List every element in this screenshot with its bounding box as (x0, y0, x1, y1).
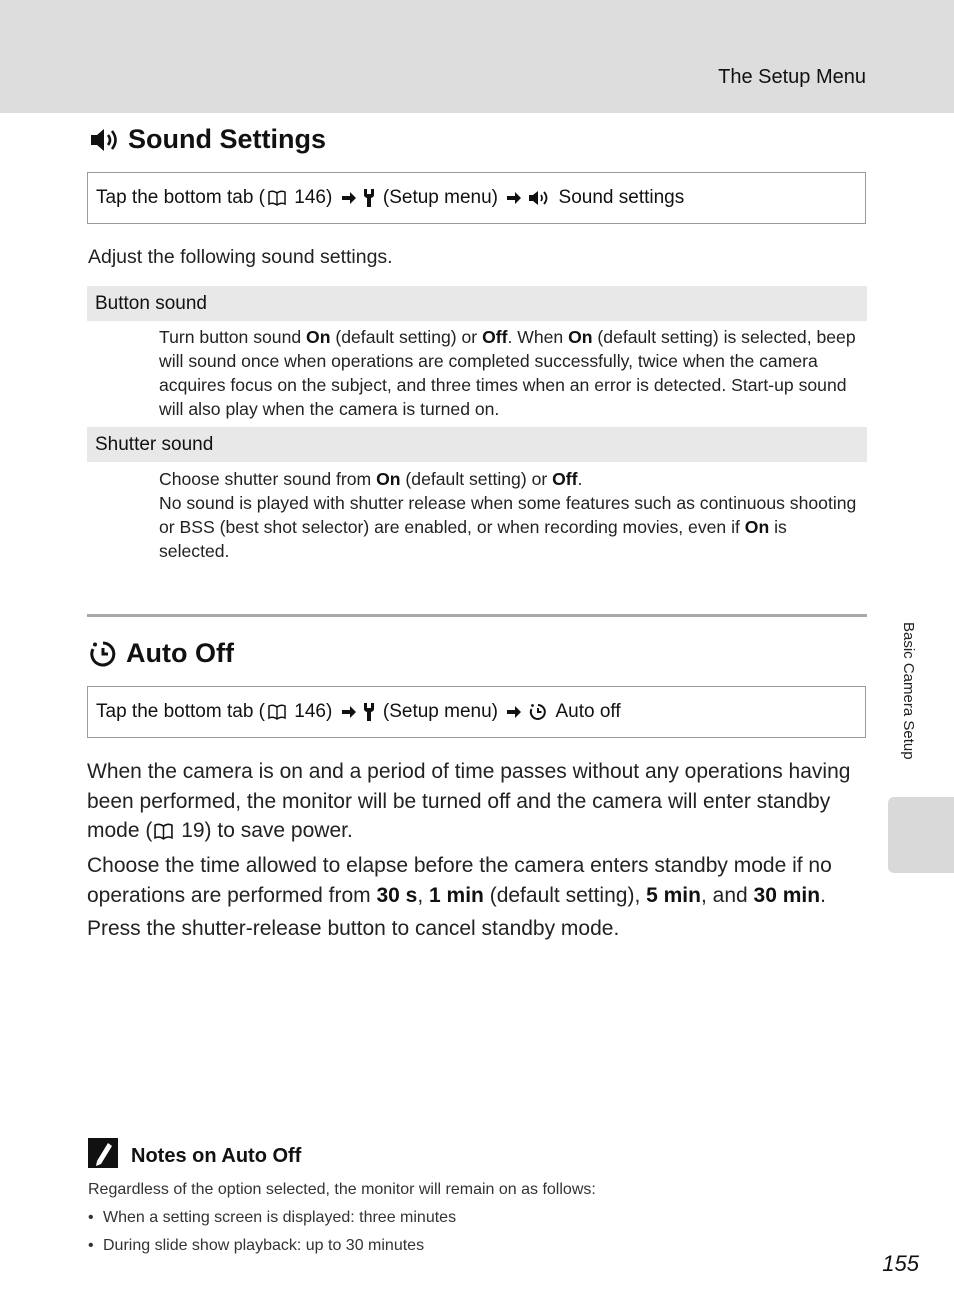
notes-intro: Regardless of the option selected, the monitor will remain on as follows: (88, 1181, 596, 1198)
arrow-right-icon (506, 191, 522, 205)
side-chapter-label: Basic Camera Setup (900, 622, 917, 760)
speaker-icon (528, 189, 550, 207)
auto-off-paragraph-2: Choose the time allowed to elapse before the camera enters standby mode if no operations are performed from 30 s, 1 min (default setting), 5 min, and 30 min. (87, 854, 832, 907)
book-ref-icon (268, 704, 286, 720)
sound-settings-title: Sound Settings (88, 124, 326, 155)
arrow-right-icon (341, 191, 357, 205)
speaker-icon (88, 126, 120, 154)
list-item: • When a setting screen is displayed: three minutes (88, 1209, 457, 1226)
auto-off-menu-path: Tap the bottom tab ( 146) (Setup menu) Auto off (87, 686, 866, 738)
auto-off-icon (88, 639, 118, 669)
sound-menu-path: Tap the bottom tab ( 146) (Setup menu) Sound settings (87, 172, 866, 224)
book-ref-icon (154, 823, 173, 840)
pencil-note-icon (88, 1138, 118, 1174)
shutter-sound-description: Choose shutter sound from On (default setting) or Off. No sound is played with shutter release when some features such as continuous shooting or BSS (best shot selector) are enabled, or when recording movies, even if On is selected. (159, 469, 857, 561)
wrench-icon (363, 702, 375, 722)
auto-off-paragraph-1: When the camera is on and a period of time passes without any operations having been performed, the monitor will be turned off and the camera will enter standby mode ( 19) to save power. (87, 760, 851, 842)
header-band (0, 0, 954, 113)
page-number: 155 (882, 1251, 919, 1276)
book-ref-icon (268, 190, 286, 206)
arrow-right-icon (341, 705, 357, 719)
auto-off-title: Auto Off (88, 638, 234, 669)
side-chapter-tab (888, 797, 954, 873)
auto-off-icon (528, 702, 548, 722)
running-header: The Setup Menu (718, 66, 866, 88)
shutter-sound-row: Shutter sound (87, 427, 867, 462)
notes-heading: Notes on Auto Off (88, 1138, 301, 1174)
arrow-right-icon (506, 705, 522, 719)
section-divider (87, 614, 867, 617)
auto-off-paragraph-3: Press the shutter-release button to cancel standby mode. (87, 917, 620, 940)
list-item: • During slide show playback: up to 30 minutes (88, 1237, 425, 1254)
button-sound-description: Turn button sound On (default setting) or Off. When On (default setting) is selected, beep will sound once when operations are completed successfully, twice when the camera acquires focus on the subject, and three times when an error is detected. Start-up sound will also play when the camera is turned on. (159, 327, 856, 419)
button-sound-row: Button sound (87, 286, 867, 321)
wrench-icon (363, 188, 375, 208)
sound-intro: Adjust the following sound settings. (88, 246, 393, 268)
